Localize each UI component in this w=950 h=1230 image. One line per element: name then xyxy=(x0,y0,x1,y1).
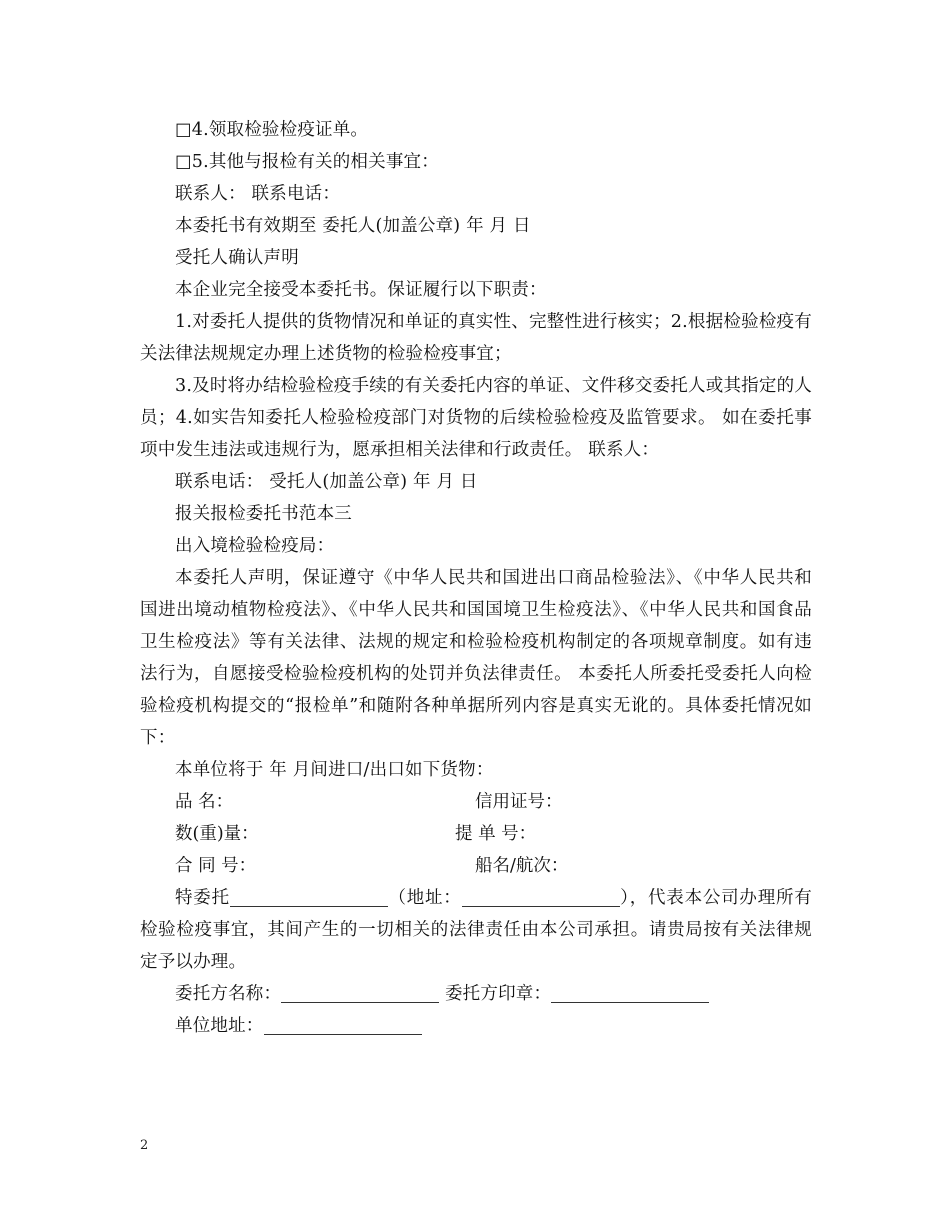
bill-of-lading-label: 提 单 号： xyxy=(455,824,537,844)
import-export-line: 本单位将于 年 月间进口/出口如下货物： xyxy=(175,760,494,780)
authorization-text: ），代表本公司办理所有检验检疫事宜，其间产生的一切相关的法律责任由本公司承担。请贵局按有关法律规定予以办理。 xyxy=(140,888,812,972)
contact-line: 联系人： 联系电话： xyxy=(175,184,341,204)
vessel-voyage-label: 船名/航次： xyxy=(475,856,569,876)
principal-seal-label: 委托方印章： xyxy=(439,984,552,1004)
declaration-paragraph: 本委托人声明，保证遵守《中华人民共和国进出口商品检验法》、《中华人民共和国进出境动植物检疫法》、《中华人民共和国国境卫生检疫法》、《中华人民共和国食品卫生检疫法》等有关法律、法规的规定和检验检疫机构制定的各项规章制度。如有违法行为，自愿接受检验检疫机构的处罚并负法律责任。 本委托人所委托受委托人向检验检疫机构提交的“报检单”和随附各种单据所列内容是真实无讹的。具体委托情况如下： xyxy=(140,568,812,748)
authorized-party-blank xyxy=(230,884,388,907)
unit-address-blank xyxy=(264,1012,422,1035)
validity-line: 本委托书有效期至 委托人(加盖公章) 年 月 日 xyxy=(175,216,531,236)
item-4-receive-certificate: □4.领取检验检疫证单。 xyxy=(175,120,369,140)
principal-name-label: 委托方名称： xyxy=(175,984,282,1004)
field-row-3 xyxy=(140,850,812,882)
template-three-title: 报关报检委托书范本三 xyxy=(175,504,352,524)
principal-name-blank xyxy=(281,980,439,1003)
authorization-paragraph xyxy=(140,882,812,978)
trustee-confirmation-heading: 受托人确认声明 xyxy=(175,248,299,268)
authorize-label: 特委托 xyxy=(175,888,230,908)
duties-1-2: 1.对委托人提供的货物情况和单证的真实性、完整性进行核实；2.根据检验检疫有关法律法规规定办理上述货物的检验检疫事宜； xyxy=(140,312,812,364)
address-label: （地址： xyxy=(387,888,462,908)
principal-name-line xyxy=(140,978,812,1010)
document-body xyxy=(140,114,812,1042)
page-number: 2 xyxy=(140,1138,149,1153)
item-5-other-matters: □5.其他与报检有关的相关事宜： xyxy=(175,152,439,172)
credit-number-label: 信用证号： xyxy=(475,792,563,812)
quantity-label: 数(重)量： xyxy=(175,824,259,844)
contract-number-label: 合 同 号： xyxy=(175,856,257,876)
addressee: 出入境检验检疫局： xyxy=(175,536,335,556)
trustee-acceptance: 本企业完全接受本委托书。保证履行以下职责： xyxy=(175,280,547,300)
principal-seal-blank xyxy=(551,980,709,1003)
unit-address-label: 单位地址： xyxy=(175,1016,264,1036)
product-name-label: 品 名： xyxy=(175,792,234,812)
field-row-2 xyxy=(140,818,812,850)
address-blank xyxy=(462,884,620,907)
trustee-contact-line: 联系电话： 受托人(加盖公章) 年 月 日 xyxy=(175,472,478,492)
field-row-1 xyxy=(140,786,812,818)
duties-3-4: 3.及时将办结检验检疫手续的有关委托内容的单证、文件移交委托人或其指定的人员；4.如实告知委托人检验检疫部门对货物的后续检验检疫及监管要求。 如在委托事项中发生违法或违规行为，愿承担相关法律和行政责任。 联系人： xyxy=(140,376,812,460)
unit-address-line xyxy=(140,1010,812,1042)
